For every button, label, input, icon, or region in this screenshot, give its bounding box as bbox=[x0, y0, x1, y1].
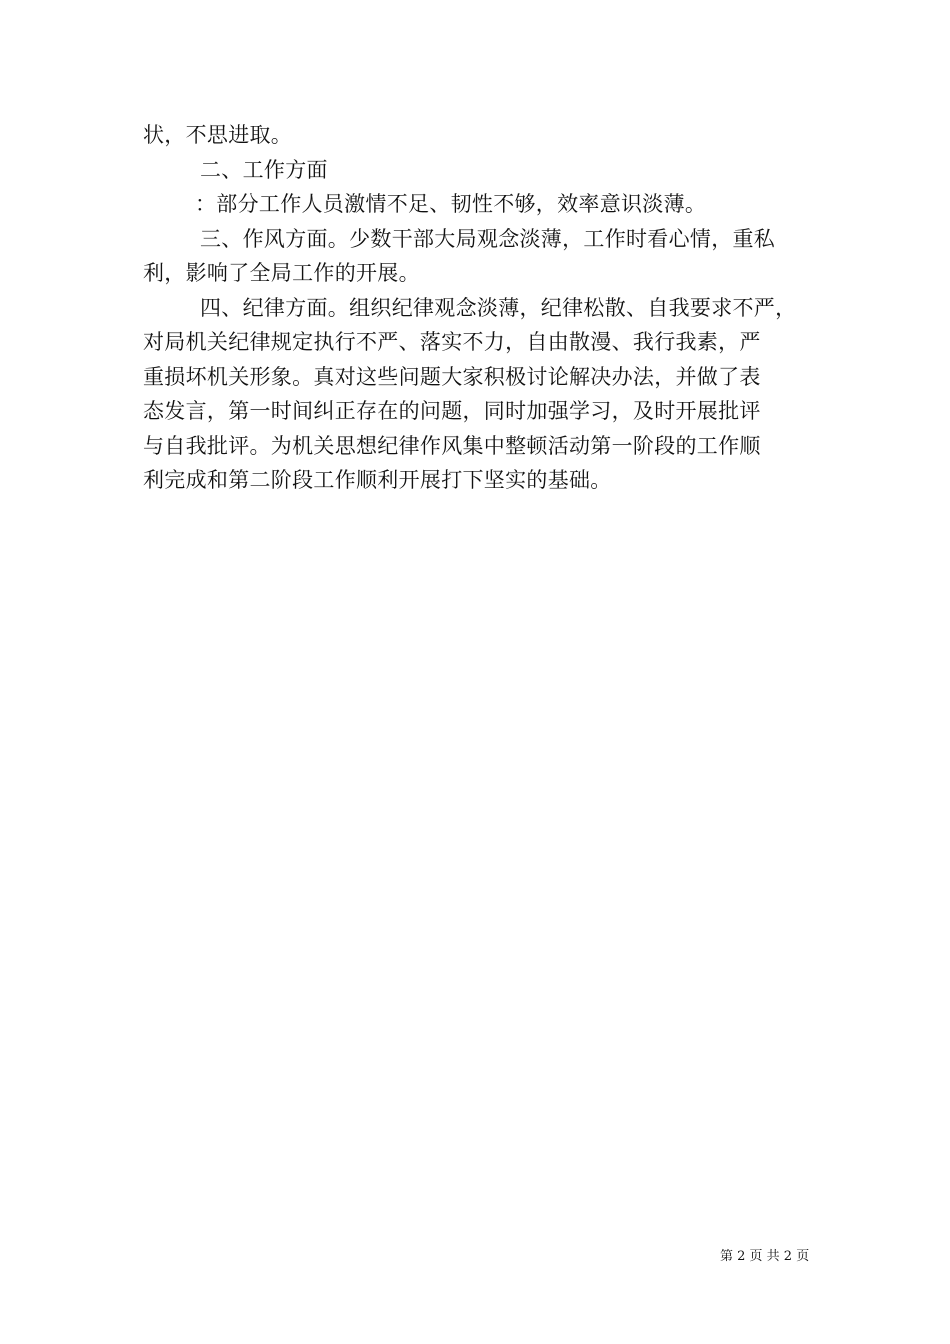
text-line: 重损坏机关形象。真对这些问题大家积极讨论解决办法，并做了表 bbox=[143, 364, 761, 389]
text-line: 状，不思进取。 bbox=[143, 123, 293, 147]
paragraph-style-line: 三、作风方面。少数干部大局观念淡薄，工作时看心情，重私 bbox=[200, 226, 776, 251]
page-number-footer: 第 2 页 共 2 页 bbox=[720, 1249, 810, 1264]
text-line: 态发言，第一时间纠正存在的问题，同时加强学习，及时开展批评 bbox=[143, 399, 761, 423]
paragraph-discipline-line: 四、纪律方面。组织纪律观念淡薄，纪律松散、自我要求不严， bbox=[200, 295, 797, 320]
text-line: 与自我批评。为机关思想纪律作风集中整顿活动第一阶段的工作顺 bbox=[143, 433, 761, 458]
text-line: 利，影响了全局工作的开展。 bbox=[143, 261, 420, 285]
text-line: ：部分工作人员激情不足、韧性不够，效率意识淡薄。 bbox=[195, 192, 707, 216]
text-line: 对局机关纪律规定执行不严、落实不力，自由散漫、我行我素，严 bbox=[143, 330, 761, 354]
document-body bbox=[143, 118, 823, 498]
text-line: 利完成和第二阶段工作顺利开展打下坚实的基础。 bbox=[143, 468, 612, 492]
section-heading-work: 二、工作方面 bbox=[200, 157, 328, 182]
